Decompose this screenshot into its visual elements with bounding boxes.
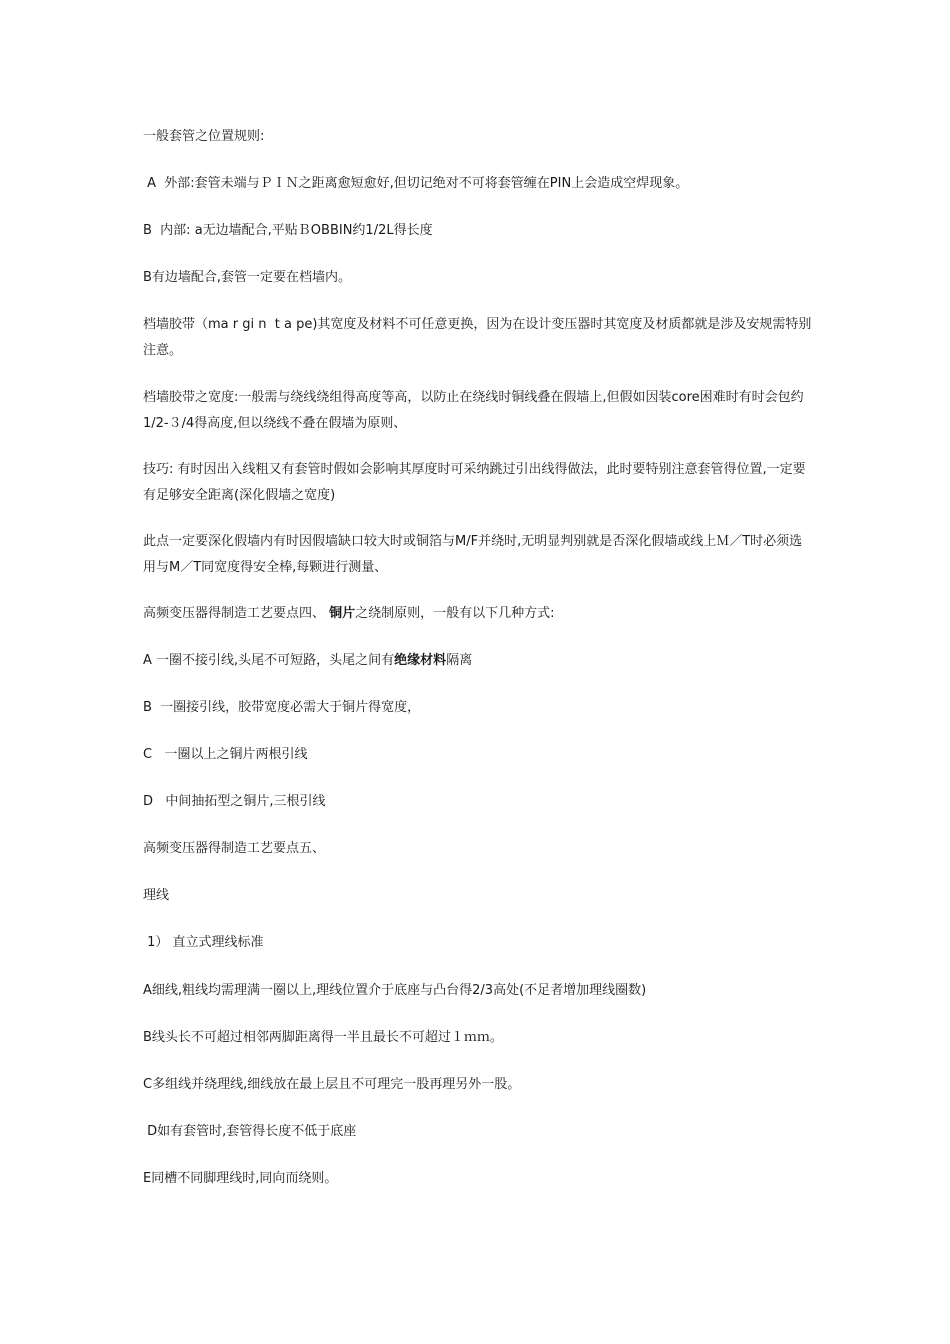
- list-item-d: D 中间抽拓型之铜片,三根引线: [143, 794, 326, 809]
- point-four-bold: 铜片: [329, 606, 356, 621]
- heading-point-five: 高频变压器得制造工艺要点五、: [143, 841, 326, 856]
- list-item-c: C 一圈以上之铜片两根引线: [143, 747, 308, 762]
- rule-d: D如有套管时,套管得长度不低于底座: [143, 1124, 357, 1139]
- point-four-pre: 高频变压器得制造工艺要点四、: [143, 606, 330, 621]
- heading-sleeve-rules: 一般套管之位置规则:: [143, 129, 265, 144]
- paragraph-external: A 外部:套管未端与ＰＩＮ之距离愈短愈好,但切记绝对不可将套管缠在PIN上会造成空焊现象。: [143, 176, 689, 191]
- heading-point-four: [143, 601, 813, 627]
- paragraph-side-wall: B有边墙配合,套管一定要在档墙内。: [143, 270, 352, 285]
- paragraph-technique: 技巧: 有时因出入线粗又有套管时假如会影响其厚度时可采纳跳过引出线得做法，此时要特别注意套管得位置,一定要有足够安全距离(深化假墙之宽度): [143, 462, 806, 503]
- list-item-a: [143, 648, 813, 674]
- point-four-post: 之绕制原则，一般有以下几种方式:: [355, 606, 555, 621]
- paragraph-internal: B 内部: a无边墙配合,平贴ＢOBBIN约1/2L得长度: [143, 223, 433, 238]
- heading-vertical-standard: 1） 直立式理线标准: [143, 935, 264, 950]
- item-a-bold: 绝缘材料: [394, 653, 447, 668]
- rule-e: E同槽不同脚理线时,同向而绕则。: [143, 1171, 338, 1186]
- rule-a: A细线,粗线均需理满一圈以上,理线位置介于底座与凸台得2/3高处(不足者增加理线圈数): [143, 983, 647, 998]
- paragraph-margin-tape: 档墙胶带（ma r gi n t a pe)其宽度及材料不可任意更换，因为在设计变压器时其宽度及材质都就是涉及安规需特别注意。: [143, 317, 812, 358]
- item-a-pre: A 一圈不接引线,头尾不可短路，头尾之间有: [143, 653, 395, 668]
- paragraph-deepen-wall: 此点一定要深化假墙内有时因假墙缺口较大时或铜箔与M/F并绕时,无明显判别就是否深化假墙或线上Ｍ／T时必须选用与M／T同宽度得安全棒,每颗进行测量、: [143, 534, 803, 575]
- list-item-b: B 一圈接引线，胶带宽度必需大于铜片得宽度，: [143, 700, 421, 715]
- rule-b: B线头长不可超过相邻两脚距离得一半且最长不可超过１ｍｍ。: [143, 1030, 503, 1045]
- item-a-post: 隔离: [446, 653, 473, 668]
- paragraph-margin-tape-width: 档墙胶带之宽度:一般需与绕线绕组得高度等高，以防止在绕线时铜线叠在假墙上,但假如因装core困难时有时会包约1/2-３/4得高度,但以绕线不叠在假墙为原则、: [143, 390, 804, 431]
- rule-c: C多组线并绕理线,细线放在最上层且不可理完一股再理另外一股。: [143, 1077, 521, 1092]
- heading-wire-arrangement: 理线: [143, 888, 170, 903]
